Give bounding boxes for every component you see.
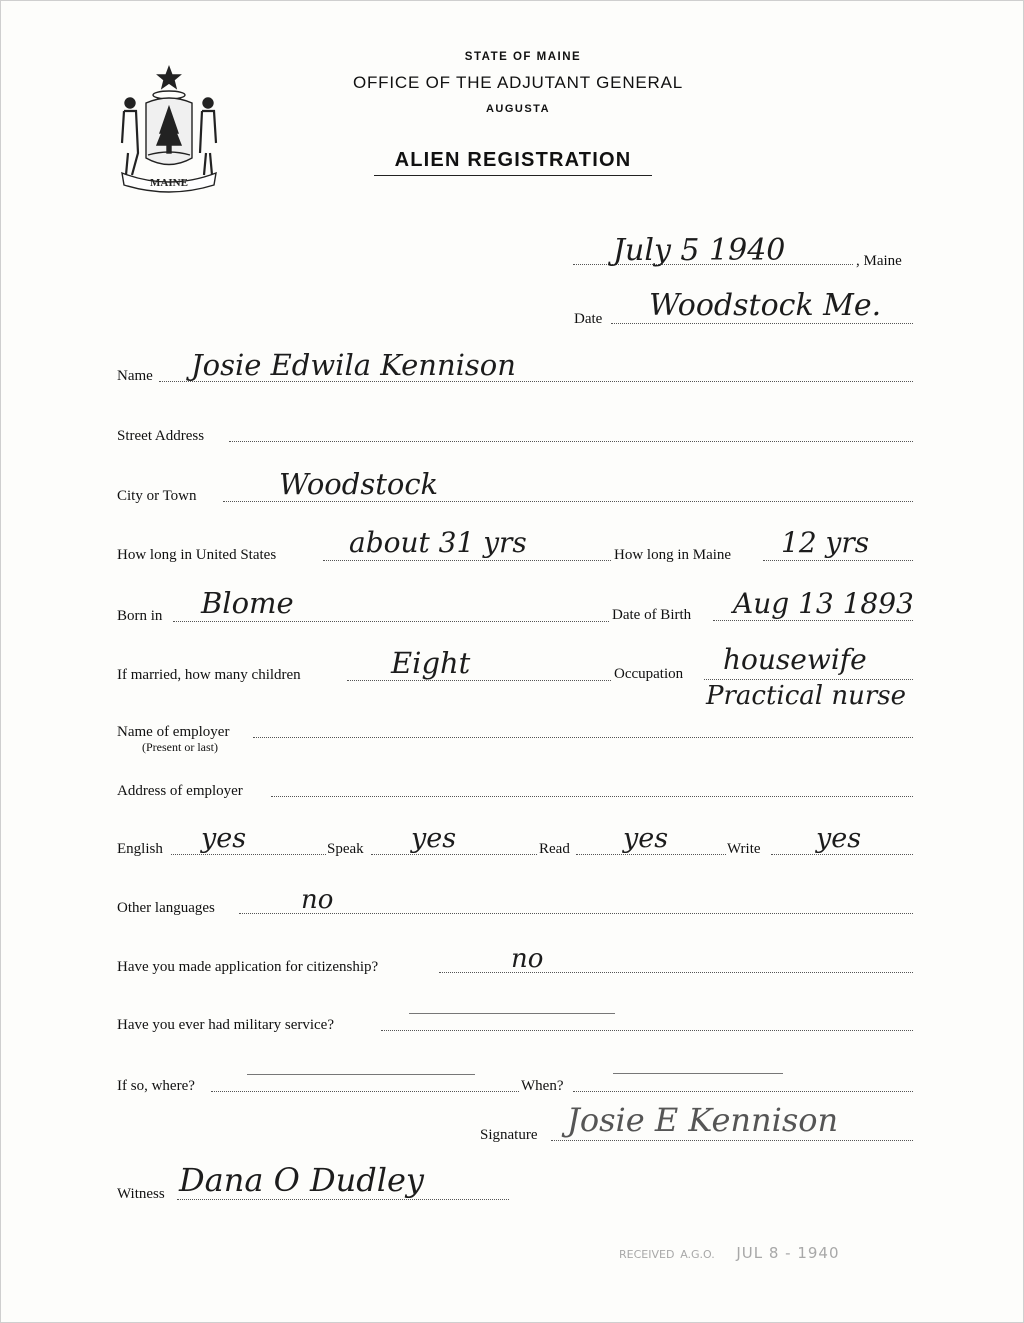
children-line bbox=[347, 680, 611, 681]
occupation-line bbox=[704, 679, 913, 680]
label-military: Have you ever had military service? bbox=[117, 1017, 334, 1033]
entry-witness: Dana O Dudley bbox=[179, 1161, 424, 1199]
label-how-long-maine: How long in Maine bbox=[614, 547, 732, 563]
employer-name-line bbox=[253, 737, 913, 738]
entry-how-long-maine: 12 yrs bbox=[781, 526, 870, 559]
english-line bbox=[171, 854, 326, 855]
when-line bbox=[573, 1091, 913, 1092]
born-in-line bbox=[173, 621, 609, 622]
label-occupation: Occupation bbox=[614, 666, 684, 682]
town-line bbox=[611, 323, 913, 324]
when-blank-stroke bbox=[613, 1073, 783, 1074]
seal-banner-text: MAINE bbox=[150, 177, 188, 189]
entry-speak: yes bbox=[411, 823, 457, 854]
label-english: English bbox=[117, 841, 163, 857]
received-stamp bbox=[619, 1244, 840, 1262]
form-title: ALIEN REGISTRATION bbox=[394, 149, 632, 171]
label-employer-name-note: (Present or last) bbox=[142, 740, 218, 754]
label-date-of-birth: Date of Birth bbox=[612, 607, 692, 623]
entry-born-in: Blome bbox=[201, 586, 294, 620]
employer-address-line bbox=[271, 796, 913, 797]
military-blank-stroke bbox=[409, 1013, 615, 1014]
label-speak: Speak bbox=[327, 841, 364, 857]
label-write: Write bbox=[727, 841, 761, 857]
label-city: City or Town bbox=[117, 488, 197, 504]
stamp-received: RECEIVED bbox=[619, 1248, 675, 1261]
witness-line bbox=[177, 1199, 509, 1200]
label-street: Street Address bbox=[117, 428, 205, 444]
stamp-office: A.G.O. bbox=[680, 1248, 715, 1261]
date-of-birth-line bbox=[713, 620, 913, 621]
street-line bbox=[229, 441, 913, 442]
entry-how-long-us: about 31 yrs bbox=[349, 526, 527, 559]
label-when: When? bbox=[521, 1078, 564, 1094]
entry-children: Eight bbox=[391, 646, 471, 680]
label-if-so-where: If so, where? bbox=[117, 1078, 195, 1094]
where-blank-stroke bbox=[247, 1074, 475, 1075]
entry-read: yes bbox=[623, 823, 669, 854]
label-born-in: Born in bbox=[117, 608, 163, 624]
read-line bbox=[576, 854, 726, 855]
label-name: Name bbox=[117, 368, 153, 384]
header-office: OFFICE OF THE ADJUTANT GENERAL bbox=[352, 73, 684, 92]
header-city: AUGUSTA bbox=[485, 103, 551, 115]
label-maine: , Maine bbox=[856, 253, 902, 269]
header-state: STATE OF MAINE bbox=[464, 51, 582, 63]
entry-occupation-1: housewife bbox=[723, 643, 867, 676]
military-line bbox=[381, 1030, 913, 1031]
how-long-us-line bbox=[323, 560, 611, 561]
city-line bbox=[223, 501, 913, 502]
entry-date: July 5 1940 bbox=[613, 233, 786, 268]
label-witness: Witness bbox=[117, 1186, 165, 1202]
entry-date-of-birth: Aug 13 1893 bbox=[733, 587, 914, 620]
label-other-languages: Other languages bbox=[117, 900, 215, 916]
entry-other-languages: no bbox=[301, 885, 334, 915]
entry-signature: Josie E Kennison bbox=[567, 1101, 839, 1139]
title-underline bbox=[374, 175, 652, 176]
signature-line bbox=[551, 1140, 913, 1141]
label-employer-address: Address of employer bbox=[117, 783, 243, 799]
label-how-long-us: How long in United States bbox=[117, 547, 277, 563]
entry-write: yes bbox=[816, 823, 862, 854]
label-read: Read bbox=[539, 841, 570, 857]
write-line bbox=[771, 854, 913, 855]
entry-town: Woodstock Me. bbox=[649, 288, 882, 323]
stamp-date: JUL 8 - 1940 bbox=[736, 1244, 840, 1262]
entry-citizenship: no bbox=[511, 944, 544, 974]
label-date: Date bbox=[574, 311, 603, 327]
entry-city: Woodstock bbox=[279, 467, 439, 501]
entry-name: Josie Edwila Kennison bbox=[191, 348, 516, 382]
other-languages-line bbox=[239, 913, 913, 914]
label-signature: Signature bbox=[480, 1127, 538, 1143]
how-long-maine-line bbox=[763, 560, 913, 561]
label-citizenship: Have you made application for citizenship? bbox=[117, 959, 379, 975]
where-line bbox=[211, 1091, 519, 1092]
entry-occupation-2: Practical nurse bbox=[706, 681, 907, 711]
label-employer-name: Name of employer bbox=[117, 724, 230, 740]
entry-english: yes bbox=[201, 823, 247, 854]
speak-line bbox=[371, 854, 537, 855]
label-children: If married, how many children bbox=[117, 667, 301, 683]
